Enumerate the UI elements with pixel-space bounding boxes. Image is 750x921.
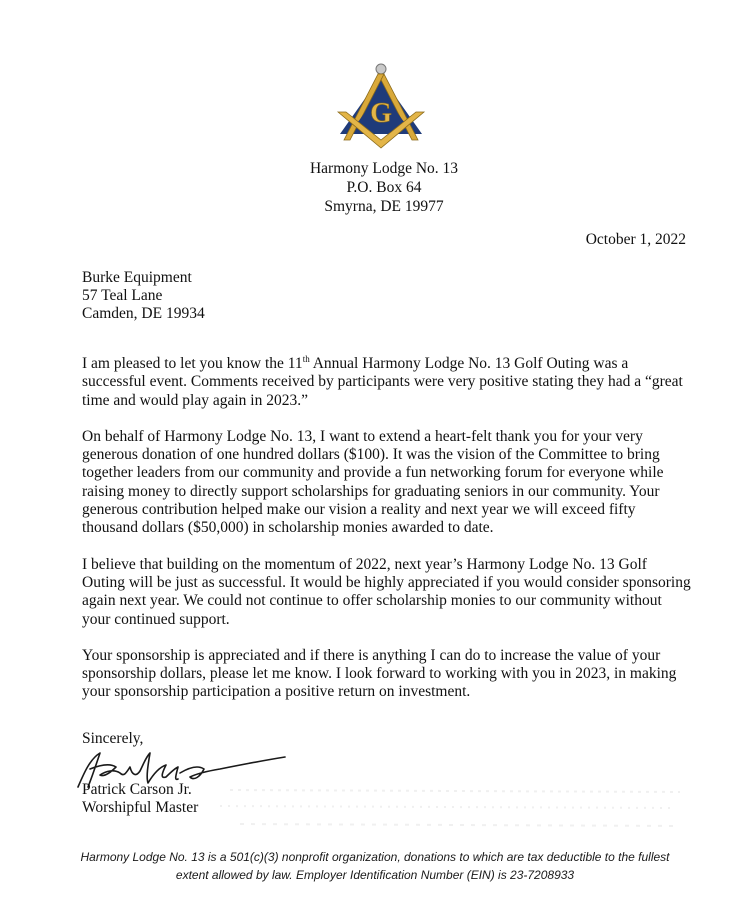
scan-artifact xyxy=(220,780,690,840)
footer-line-2: extent allowed by law. Employer Identification Number (EIN) is 23-7208933 xyxy=(175,868,575,882)
emblem-letter: G xyxy=(370,98,392,129)
letter-body xyxy=(82,355,692,720)
signer-title: Worshipful Master xyxy=(82,799,199,816)
signer-block xyxy=(82,781,198,817)
lodge-name: Harmony Lodge No. 13 xyxy=(309,160,459,177)
recipient-address xyxy=(82,269,205,323)
ordinal-suffix: th xyxy=(302,353,310,364)
recipient-city: Camden, DE 19934 xyxy=(82,305,205,322)
paragraph-1-rest: Annual Harmony Lodge No. 13 Golf Outing was a successful event. Comments received by participants were very positive stating they had a “great time and would play again in 2023.” xyxy=(82,355,683,409)
letter-date: October 1, 2022 xyxy=(585,231,686,248)
body-paragraph-3: I believe that building on the momentum of 2022, next year’s Harmony Lodge No. 13 Golf Outing will be just as successful. It would be highly appreciated if you would consider sponsoring again next year. We could not continue to offer scholarship monies to our community without your continued support. xyxy=(82,555,691,628)
recipient-name: Burke Equipment xyxy=(82,269,192,286)
body-paragraph-2: On behalf of Harmony Lodge No. 13, I want to extend a heart-felt thank you for your very generous donation of one hundred dollars ($100). It was the vision of the Committee to bring together leaders from our community and provide a fun networking forum for everyone while raising money to directly support scholarships for graduating seniors in our community. Your generous contribution helped make our vision a reality and next year we will exceed fifty thousand dollars ($50,000) in scholarship monies awarded to date. xyxy=(82,427,664,537)
letterhead-address xyxy=(0,159,750,216)
closing-salutation: Sincerely, xyxy=(82,730,144,747)
footer-line-1: Harmony Lodge No. 13 is a 501(c)(3) nonprofit organization, donations to which are tax deductible to the fullest xyxy=(80,850,670,864)
square-and-compasses-icon xyxy=(334,60,428,152)
signer-name: Patrick Carson Jr. xyxy=(82,781,192,798)
paragraph-1-start: I am pleased to let you know the 11 xyxy=(82,355,303,372)
body-paragraph-4: Your sponsorship is appreciated and if there is anything I can do to increase the value of your sponsorship dollars, please let me know. I look forward to working with you in 2023, in making your sponsorship participation a positive return on investment. xyxy=(82,646,677,701)
lodge-city: Smyrna, DE 19977 xyxy=(324,198,444,215)
footer-note xyxy=(0,848,750,884)
recipient-street: 57 Teal Lane xyxy=(82,287,163,304)
lodge-po-box: P.O. Box 64 xyxy=(346,179,422,196)
body-paragraph-1 xyxy=(82,355,692,410)
